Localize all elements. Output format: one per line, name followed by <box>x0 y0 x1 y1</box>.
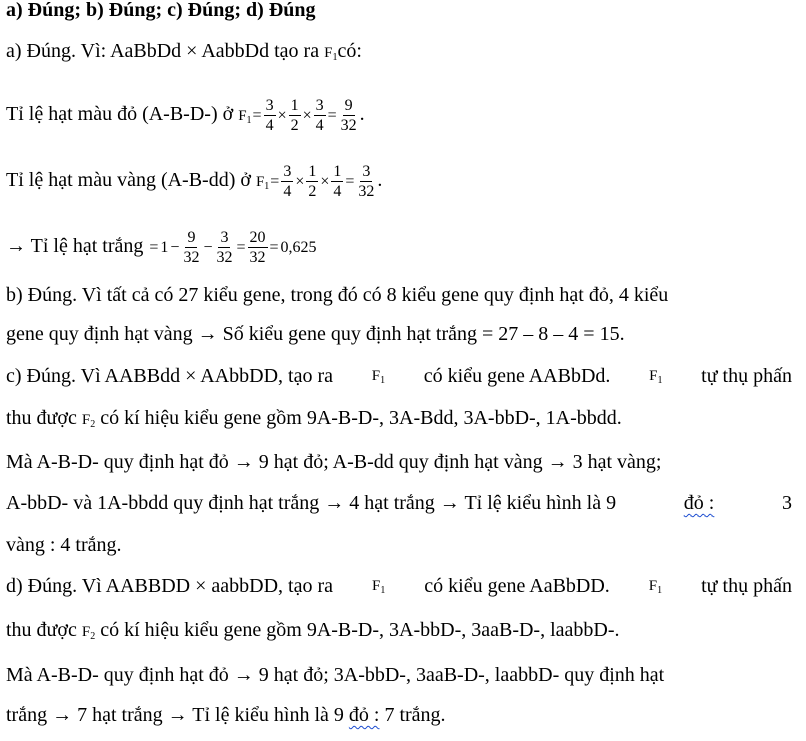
part-a-white-ratio: → Tỉ lệ hạt trắng = 1 − $\frac{9}{32}$ − $\frac{3}{32}$ = $\frac{20}{32}$ = 0,625 <box>6 229 317 266</box>
fraction: $\frac{3}{32}$ <box>216 229 233 266</box>
fraction: $\frac{3}{32}$ <box>358 163 375 200</box>
f1-symbol: $F_1$ <box>649 368 663 386</box>
part-a-yellow-ratio: Tỉ lệ hạt màu vàng (A-B-dd) ở $F_1=$ $\frac{3}{4}$ × $\frac{1}{2}$ × $\frac{1}{4}$ = $\frac{3}{32}$ . <box>6 163 383 200</box>
spellcheck-underline-text: đỏ : <box>683 492 715 514</box>
fraction: $\frac{9}{32}$ <box>340 97 357 134</box>
fraction: $\frac{20}{32}$ <box>249 229 266 266</box>
part-c-line-2: thu được $F_2$ có kí hiệu kiểu gene gồm 9A-B-D-, 3A-Bdd, 3A-bbD-, 1A-bbdd. <box>6 407 622 430</box>
fraction: $\frac{3}{4}$ <box>315 97 324 134</box>
fraction: $\frac{1}{4}$ <box>333 163 342 200</box>
fraction: $\frac{3}{4}$ <box>265 97 274 134</box>
fraction: $\frac{9}{32}$ <box>183 229 200 266</box>
part-b-line-1: b) Đúng. Vì tất cả có 27 kiểu gene, trong đó có 8 kiểu gene quy định hạt đỏ, 4 kiểu <box>6 284 669 306</box>
part-a-intro: a) Đúng. Vì: AaBbDd × AabbDd tạo ra $F_1có$: <box>6 40 362 63</box>
spellcheck-underline-text: đỏ : <box>348 704 380 726</box>
f1-symbol: $F_1$ <box>371 578 386 596</box>
part-d-line-2: thu được $F_2$ có kí hiệu kiểu gene gồm 9A-B-D-, 3A-bbD-, 3aaB-D-, laabbD-. <box>6 619 620 642</box>
part-a-red-ratio: Tỉ lệ hạt màu đỏ (A-B-D-) ở $F_1=$ $\frac{3}{4}$ × $\frac{1}{2}$ × $\frac{3}{4}$ = $\frac{9}{32}$ . <box>6 97 365 134</box>
part-c-line-4: A-bbD- và 1A-bbdd quy định hạt trắng → 4 hạt trắng → Tỉ lệ kiểu hình là 9 đỏ : 3 <box>6 492 792 514</box>
f1-symbol: $F_1$ <box>371 368 386 386</box>
f2-symbol: $F_2$ <box>81 624 96 642</box>
part-d-line-1: d) Đúng. Vì AABBDD × aabbDD, tạo ra $F_1$ có kiểu gene AaBbDD. $F_1$ tự thụ phấn <box>6 574 792 603</box>
f1-symbol: $F_1$ <box>648 578 663 596</box>
part-c-line-1: c) Đúng. Vì AABBdd × AAbbDD, tạo ra $F_1$ có kiểu gene AABbDd. $F_1$ tự thụ phấn <box>6 364 792 393</box>
fraction: $\frac{1}{2}$ <box>290 97 299 134</box>
part-b-line-2: gene quy định hạt vàng → Số kiểu gene quy định hạt trắng = 27 – 8 – 4 = 15. <box>6 323 625 345</box>
f2-symbol: $F_2$ <box>81 412 96 430</box>
part-c-line-3: Mà A-B-D- quy định hạt đỏ → 9 hạt đỏ; A-B-dd quy định hạt vàng → 3 hạt vàng; <box>6 451 662 473</box>
f1-symbol: $F_1$ <box>324 45 338 63</box>
fraction: $\frac{3}{4}$ <box>283 163 292 200</box>
part-d-line-3: Mà A-B-D- quy định hạt đỏ → 9 hạt đỏ; 3A-bbD-, 3aaB-D-, laabbD- quy định hạt <box>6 664 665 686</box>
fraction: $\frac{1}{2}$ <box>308 163 317 200</box>
f1-symbol: $F_1$ <box>238 108 252 127</box>
part-d-line-4: trắng → 7 hạt trắng → Tỉ lệ kiểu hình là 9 đỏ : 7 trắng. <box>6 704 446 726</box>
f1-symbol: $F_1$ <box>255 174 270 193</box>
part-c-line-5: vàng : 4 trắng. <box>6 534 122 556</box>
answer-summary: a) Đúng; b) Đúng; c) Đúng; d) Đúng <box>6 0 316 21</box>
